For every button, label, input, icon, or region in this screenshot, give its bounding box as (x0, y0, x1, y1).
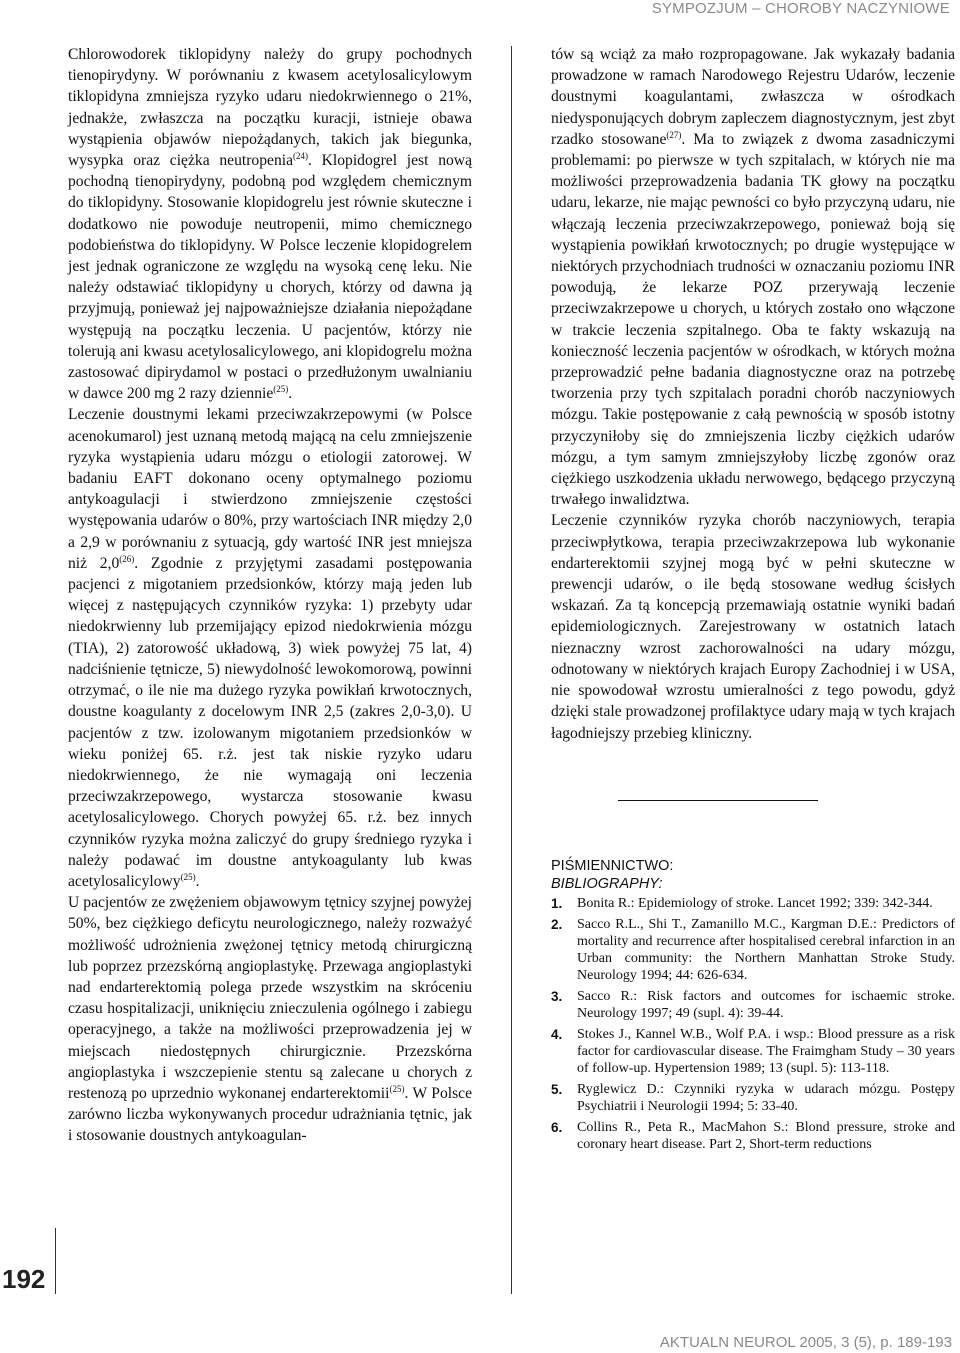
references-subtitle: BIBLIOGRAPHY: (551, 876, 663, 893)
citation: (25) (273, 384, 289, 395)
running-header: SYMPOZJUM – CHOROBY NACZYNIOWE (651, 0, 950, 17)
paragraph-registry: tów są wciąż za mało rozpropagowane. Jak wykazały badania prowadzone w ramach Narodowego Rejestru Udarów, leczenie doustnymi koagulantami, zwłaszcza w ośrodkach niedysponujących dobrym zapleczem diagnostycznym, jest zbyt rzadko stosowane$^{(27)}$. Ma to związek z dwoma zasadniczymi problemami: po pierwsze w tych szpitalach, w których nie ma możliwości przeprowadzenia badania TK głowy na początku udaru, lekarze, nie mając pewności co było przyczyną udaru, nie włączają leczenia przeciwzakrzepowego, ponieważ boją się wystąpienia powikłań krwotocznych; po drugie występujące w niektórych przychodniach trudności w oznaczaniu poziomu INR powodują, że lekarze POZ przerywają leczenie przeciwzakrzepowe u chorych, u których zostało ono włączone w trakcie leczenia szpitalnego. Oba te fakty wskazują na konieczność leczenia pacjentów w ośrodkach, w których można przeprowadzić pełne badania diagnostyczne oraz na potrzebę tworzenia przy tych szpitalach poradni chorób naczyniowych mózgu. Takie postępowanie z całą pewnością w sposób istotny przyczyniłoby się do zmniejszenia liczby ciężkich udarów mózgu, a tym samym zmniejszyłoby liczbę zgonów oraz ciężkiego uszkodzenia układu nerwowego, będącego przyczyną trwałego inwalidztwa. (551, 46, 956, 509)
column-divider (511, 46, 512, 1294)
reference-number: 2. (551, 917, 563, 933)
paragraph-antiplatelet: Chlorowodorek tiklopidyny należy do grupy pochodnych tienopirydyny. W porównaniu z kwasem acetylosalicylowym tiklopidyna zmniejsza ryzyko udaru niedokrwiennego o 21%, jednakże, zwłaszcza na początku kuracji, istnieje obawa wystąpienia objawów niepożądanych, takich jak biegunka, wysypka oraz ciężka neutropenia$^{(24)}$. Klopidogrel jest nową pochodną tienopirydyny, podobną pod względem chemicznym do tiklopidyny. Stosowanie klopidogrelu jest równie skuteczne i dodatkowo nie powoduje neutropenii, mimo chemicznego podobieństwa do tiklopidyny. W Polsce leczenie klopidogrelem jest jednak ograniczone ze względu na wysoką cenę leku. Nie należy odstawiać tiklopidyny u chorych, którzy od dawna ją przyjmują, ponieważ jej najpoważniejsze działania niepożądane występują na początku leczenia. U pacjentów, którzy nie tolerują ani kwasu acetylosalicylowego, ani klopidogrelu można zastosować dipirydamol w postaci o przedłużonym uwalnianiu w dawce 200 mg 2 razy dziennie$^{(25)}$. (68, 46, 472, 403)
reference-item (551, 916, 955, 984)
reference-item (551, 895, 955, 912)
reference-item (551, 1026, 955, 1077)
reference-item (551, 1119, 955, 1153)
journal-citation-footer: AKTUALN NEUROL 2005, 3 (5), p. 189-193 (659, 1334, 952, 1351)
references-section (551, 857, 955, 1153)
citation: (27) (666, 129, 682, 140)
reference-number: 3. (551, 989, 563, 1005)
reference-text: Ryglewicz D.: Czynniki ryzyka w udarach mózgu. Postępy Psychiatrii i Neurologii 1994; 5: 33-40. (577, 1082, 955, 1115)
reference-number: 5. (551, 1082, 563, 1098)
reference-number: 6. (551, 1120, 563, 1136)
paragraph-anticoagulants: Leczenie doustnymi lekami przeciwzakrzepowymi (w Polsce acenokumarol) jest uznaną metodą mającą na celu zmniejszenie ryzyka wystąpienia udaru mózgu o etiologii zatorowej. W badaniu EAFT dokonano oceny optymalnego poziomu antykoagulacji i stwierdzono zmniejszenie częstości występowania udarów o 80%, przy wartościach INR między 2,0 a 2,9 w porównaniu z sytuacją, gdy wartość INR jest mniejsza niż 2,0$^{(26)}$. Zgodnie z przyjętymi zasadami postępowania pacjenci z migotaniem przedsionków, którzy mają jeden lub więcej z następujących czynników ryzyka: 1) przebyty udar niedokrwienny lub przemijający epizod niedokrwienia mózgu (TIA), 2) zatorowość układową, 3) wiek powyżej 75 lat, 4) nadciśnienie tętnicze, 5) niewydolność lewokomorową, powinni otrzymać, o ile nie ma dużego ryzyka powikłań krwotocznych, doustne koagulanty z docelowym INR 2,5 (zakres 2,0-3,0). U pacjentów z tzw. izolowanym migotaniem przedsionków w wieku poniżej 65. r.ż. jest tak niskie ryzyko udaru niedokrwiennego, że nie wymagają oni leczenia przeciwzakrzepowego, wystarcza stosowanie kwasu acetylosalicylowego. Chorych powyżej 65. r.ż. bez innych czynników ryzyka można zaliczyć do grupy średniego ryzyka i należy podawać im doustne antykoagulanty lub kwas acetylosalicylowy$^{(25)}$. (68, 406, 472, 890)
citation: (25) (180, 871, 196, 882)
page-number-rule (55, 1228, 56, 1294)
left-column (68, 44, 472, 1147)
reference-text: Sacco R.: Risk factors and outcomes for ischaemic stroke. Neurology 1997; 49 (supl. 4): 39-44. (577, 989, 955, 1022)
reference-text: Collins R., Peta R., MacMahon S.: Blond pressure, stroke and coronary heart disease. Part 2, Short-term reductions (577, 1120, 955, 1153)
reference-text: Sacco R.L., Shi T., Zamanillo M.C., Kargman D.E.: Predictors of mortality and recurrence after hospitalised cerebral infarction in an Urban community: the Northern Manhattan Stroke Study. Neurology 1994; 44: 626-634. (577, 917, 955, 984)
right-column (551, 44, 955, 1157)
reference-text: Bonita R.: Epidemiology of stroke. Lancet 1992; 339: 342-344. (577, 896, 933, 912)
paragraph-prevention: Leczenie czynników ryzyka chorób naczyniowych, terapia przeciwpłytkowa, terapia przeciwzakrzepowa lub wykonanie endarterektomii szyjnej mogą być w pełni skuteczne w prewencji udarów, o ile będą stosowane według ścisłych wskazań. Za tą koncepcją przemawiają ostatnie wyniki badań epidemiologicznych. Zarejestrowany w ostatnich latach nieznaczny wzrost zachorowalności na udary mózgu, odnotowany w niektórych krajach Europy Zachodniej i w USA, nie spowodował wzrostu umieralności z tego powodu, gdyż dzięki stale prowadzonej profilaktyce udary mają w tych krajach łagodniejszy przebieg kliniczny. (551, 512, 955, 742)
section-separator (618, 800, 818, 802)
reference-number: 4. (551, 1027, 563, 1043)
reference-item (551, 1081, 955, 1115)
reference-number: 1. (551, 896, 563, 912)
citation: (24) (293, 151, 308, 162)
paragraph-carotid: U pacjentów ze zwężeniem objawowym tętnicy szyjnej powyżej 50%, bez ciężkiego deficytu neurologicznego, należy rozważyć możliwość udrożnienia zwężonej tętnicy metodą chirurgiczną lub poprzez przezskórną angioplastykę. Przewaga angioplastyki nad endarterektomią polega przede wszystkim na skróceniu czasu hospitalizacji, uniknięciu znieczulenia ogólnego i zabiegu operacyjnego, a także na możliwości przeprowadzenia jej w miejscach niedostępnych chirurgicznie. Przezskórna angioplastyka i wszczepienie stentu są zalecane u chorych z restenozą po uprzednio wykonanej endarterektomii$^{(25)}$. W Polsce zarówno liczba wykonywanych procedur udrażniania tętnic, jak i stosowanie doustnych antykoagulan- (68, 894, 472, 1145)
references-title: PIŚMIENNICTWO: (551, 858, 674, 875)
reference-item (551, 988, 955, 1022)
citation: (26) (119, 553, 135, 564)
reference-text: Stokes J., Kannel W.B., Wolf P.A. i wsp.: Blood pressure as a risk factor for cardiovascular disease. The Fraimgham Study – 30 years of follow-up. Hypertension 1989; 13 (supl. 5): 113-118. (577, 1027, 955, 1077)
citation: (25) (389, 1083, 405, 1094)
page-number: 192 (2, 1264, 46, 1294)
reference-list (551, 895, 955, 1153)
